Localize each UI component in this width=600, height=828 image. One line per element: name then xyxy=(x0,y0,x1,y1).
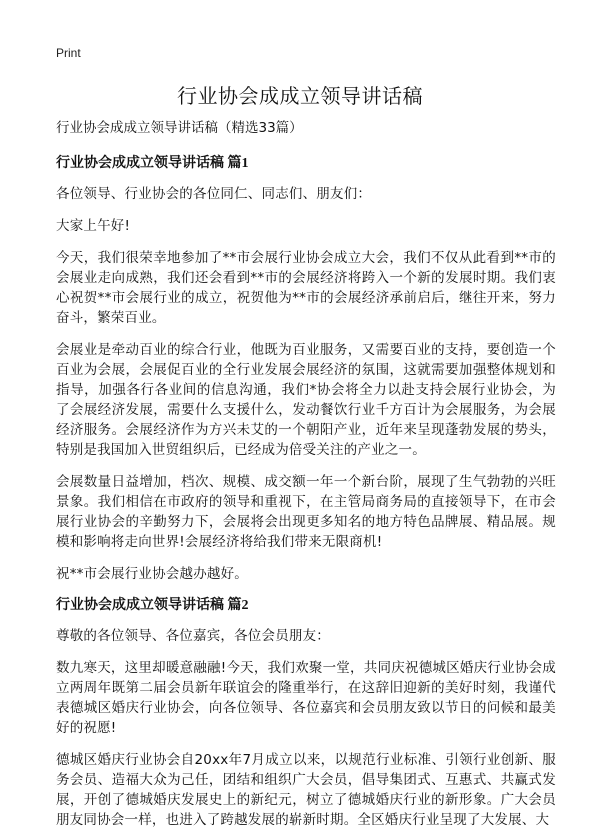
paragraph: 会展业是牵动百业的综合行业，他既为百业服务，又需要百业的支持，要创造一个百业为会展，会展促百业的全行业发展会展经济的氛围，这就需要加强整体规划和指导，加强各行各业间的信息沟通，我们*协会将全力以赴支持会展行业协会，为了会展经济发展，需要什么支援什么，发动餐饮行业千方百计为会展服务，为会展经济服务。会展经济作为方兴未艾的一个朝阳产业，近年来呈现蓬勃发展的势头，特别是我国加入世贸组织后，已经成为倍受关注的产业之一。 xyxy=(56,342,556,458)
document-body xyxy=(56,118,556,828)
paragraph: 大家上午好! xyxy=(56,218,131,234)
paragraph: 会展数量日益增加，档次、规模、成交额一年一个新台阶，展现了生气勃勃的兴旺景象。我们相信在市政府的领导和重视下，在主管局商务局的直接领导下，在市会展行业协会的辛勤努力下，会展将会出现更多知名的地方特色品牌展、精品展。规模和影响将走向世界!会展经济将给我们带来无限商机! xyxy=(56,474,556,550)
paragraph: 数九寒天，这里却暖意融融!今天，我们欢聚一堂，共同庆祝德城区婚庆行业协会成立两周年既第二届会员新年联谊会的隆重举行，在这辞旧迎新的美好时刻，我谨代表德城区婚庆行业协会，向各位领导、各位嘉宾和会员朋友致以节日的问候和最美好的祝愿! xyxy=(56,660,556,736)
section-heading: 行业协会成成立领导讲话稿 篇2 xyxy=(56,598,249,613)
paragraph: 祝**市会展行业协会越办越好。 xyxy=(56,566,248,582)
section-heading: 行业协会成成立领导讲话稿 篇1 xyxy=(56,156,249,171)
section-2 xyxy=(56,596,556,828)
paragraph: 德城区婚庆行业协会自20xx年7月成立以来，以规范行业标准、引领行业创新、服务会员、造福大众为己任，团结和组织广大会员，倡导集团式、互惠式、共赢式发展，开创了德城婚庆发展史上的新纪元，树立了德城婚庆行业的新形象。广大会员朋友同协会一样，也进入了跨越发展的崭新时期。全区婚庆行业呈现了大发展、大 xyxy=(56,752,556,828)
document-subtitle: 行业协会成成立领导讲话稿（精选33篇） xyxy=(56,120,303,136)
print-link[interactable]: Print xyxy=(56,46,81,60)
paragraph: 各位领导、行业协会的各位同仁、同志们、朋友们： xyxy=(56,186,372,202)
paragraph: 今天，我们很荣幸地参加了**市会展行业协会成立大会，我们不仅从此看到**市的会展业走向成熟，我们还会看到**市的会展经济将跨入一个新的发展时期。我们衷心祝贺**市会展行业的成立，祝贺他为**市的会展经济承前启后，继往开来，努力奋斗，繁荣百业。 xyxy=(56,250,556,326)
page-title: 行业协会成成立领导讲话稿 xyxy=(177,84,423,108)
paragraph: 尊敬的各位领导、各位嘉宾，各位会员朋友： xyxy=(56,628,330,644)
section-1 xyxy=(56,154,556,584)
